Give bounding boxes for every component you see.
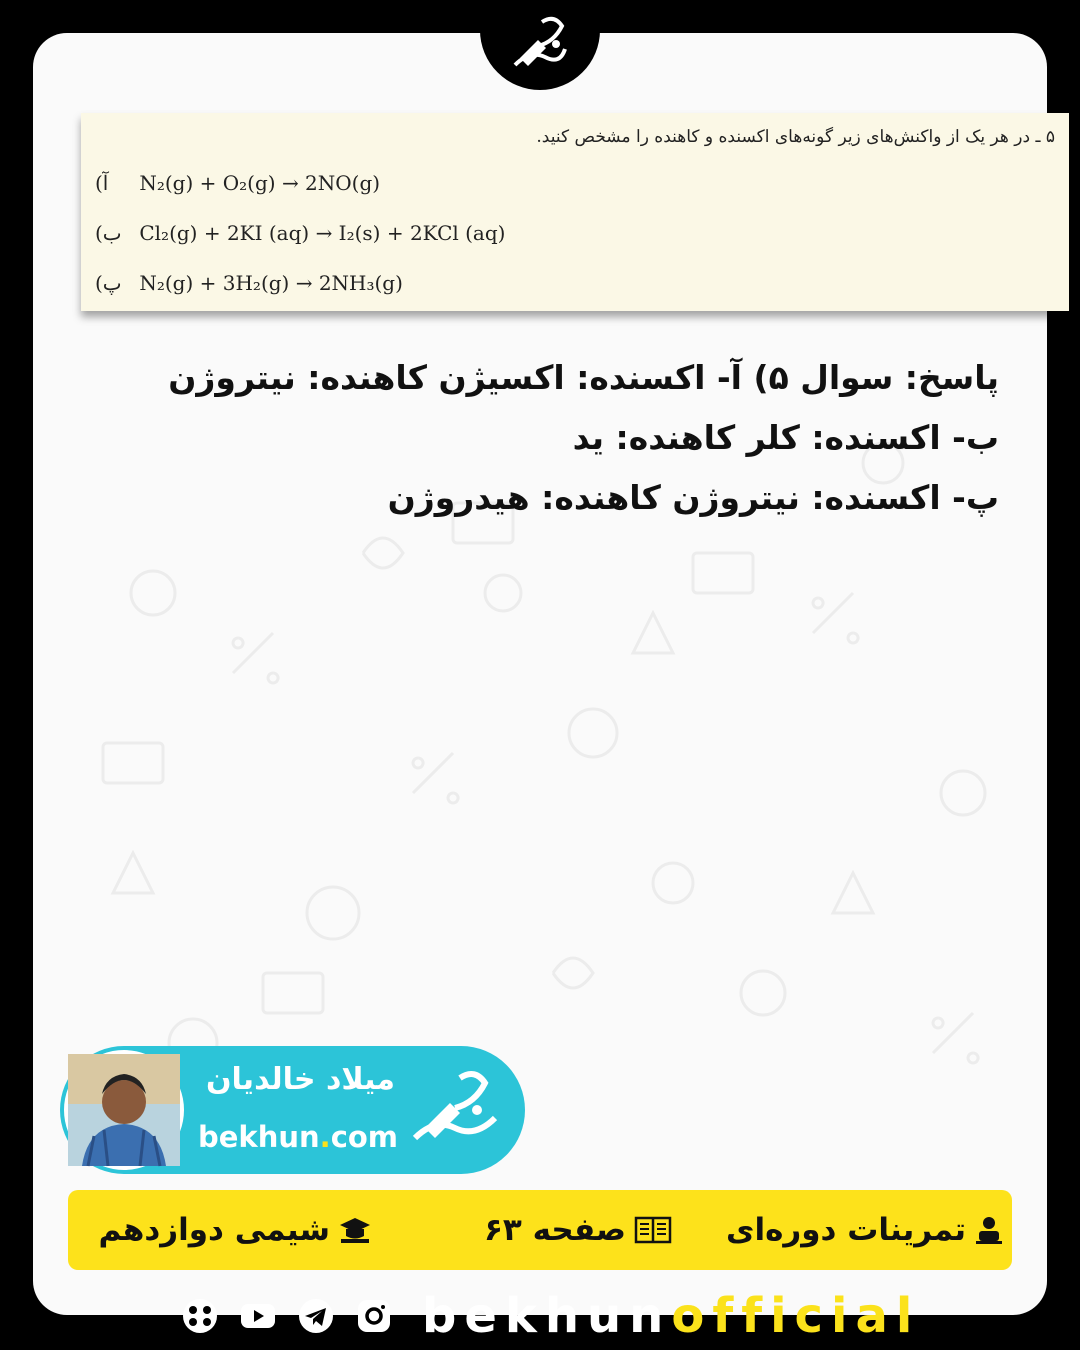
aparat-icon[interactable] <box>180 1296 220 1336</box>
youtube-icon[interactable] <box>238 1296 278 1336</box>
reaction-letter: آ) <box>95 171 109 195</box>
reaction-letter: ب) <box>95 221 122 245</box>
section-label: تمرینات دوره‌ای <box>726 1212 966 1248</box>
answer-line-2: ب- اکسنده: کلر کاهنده: ید <box>572 418 999 457</box>
telegram-icon[interactable] <box>296 1296 336 1336</box>
info-page <box>484 1190 672 1270</box>
author-pill <box>60 1046 525 1174</box>
answer-line-3: پ- اکسنده: نیتروژن کاهنده: هیدروژن <box>387 478 999 517</box>
author-name: میلاد خالدیان <box>205 1062 395 1097</box>
reaction-a <box>95 171 380 195</box>
info-subject <box>99 1190 372 1270</box>
author-website[interactable] <box>198 1120 398 1154</box>
reaction-equation: N₂(g) + 3H₂(g) → 2NH₃(g) <box>139 271 403 295</box>
handle-accent: official <box>671 1288 921 1344</box>
instagram-icon[interactable] <box>354 1296 394 1336</box>
author-avatar <box>64 1050 184 1170</box>
reaction-c <box>95 271 403 295</box>
graduation-cap-icon <box>338 1215 372 1245</box>
social-handle <box>422 1288 920 1344</box>
site-dot: . <box>319 1120 331 1154</box>
page-label: صفحه ۶۳ <box>483 1212 626 1248</box>
site-tld: com <box>330 1120 399 1154</box>
handle-main: bekhun <box>422 1288 672 1344</box>
site-main: bekhun <box>198 1120 320 1154</box>
question-title: ۵ ـ در هر یک از واکنش‌های زیر گونه‌های اکسنده و کاهنده را مشخص کنید. <box>536 127 1055 147</box>
reaction-letter: پ) <box>95 271 122 295</box>
bekhun-logo-icon <box>405 1058 505 1158</box>
reaction-equation: Cl₂(g) + 2KI (aq) → I₂(s) + 2KCl (aq) <box>139 221 506 245</box>
reaction-equation: N₂(g) + O₂(g) → 2NO(g) <box>139 171 381 195</box>
info-bar <box>68 1190 1012 1270</box>
reaction-b <box>95 221 505 245</box>
book-icon <box>634 1215 672 1245</box>
content-card <box>33 33 1055 1315</box>
teacher-icon <box>974 1215 1004 1245</box>
question-box <box>81 113 1069 311</box>
subject-label: شیمی دوازدهم <box>98 1212 330 1248</box>
answer-line-1: پاسخ: سوال ۵) آ- اکسنده: اکسیژن کاهنده: نیتروژن <box>168 358 999 397</box>
social-footer <box>180 1290 920 1342</box>
info-section <box>726 1190 1004 1270</box>
answer-text <box>59 348 999 528</box>
bekhun-logo-icon <box>510 10 570 80</box>
